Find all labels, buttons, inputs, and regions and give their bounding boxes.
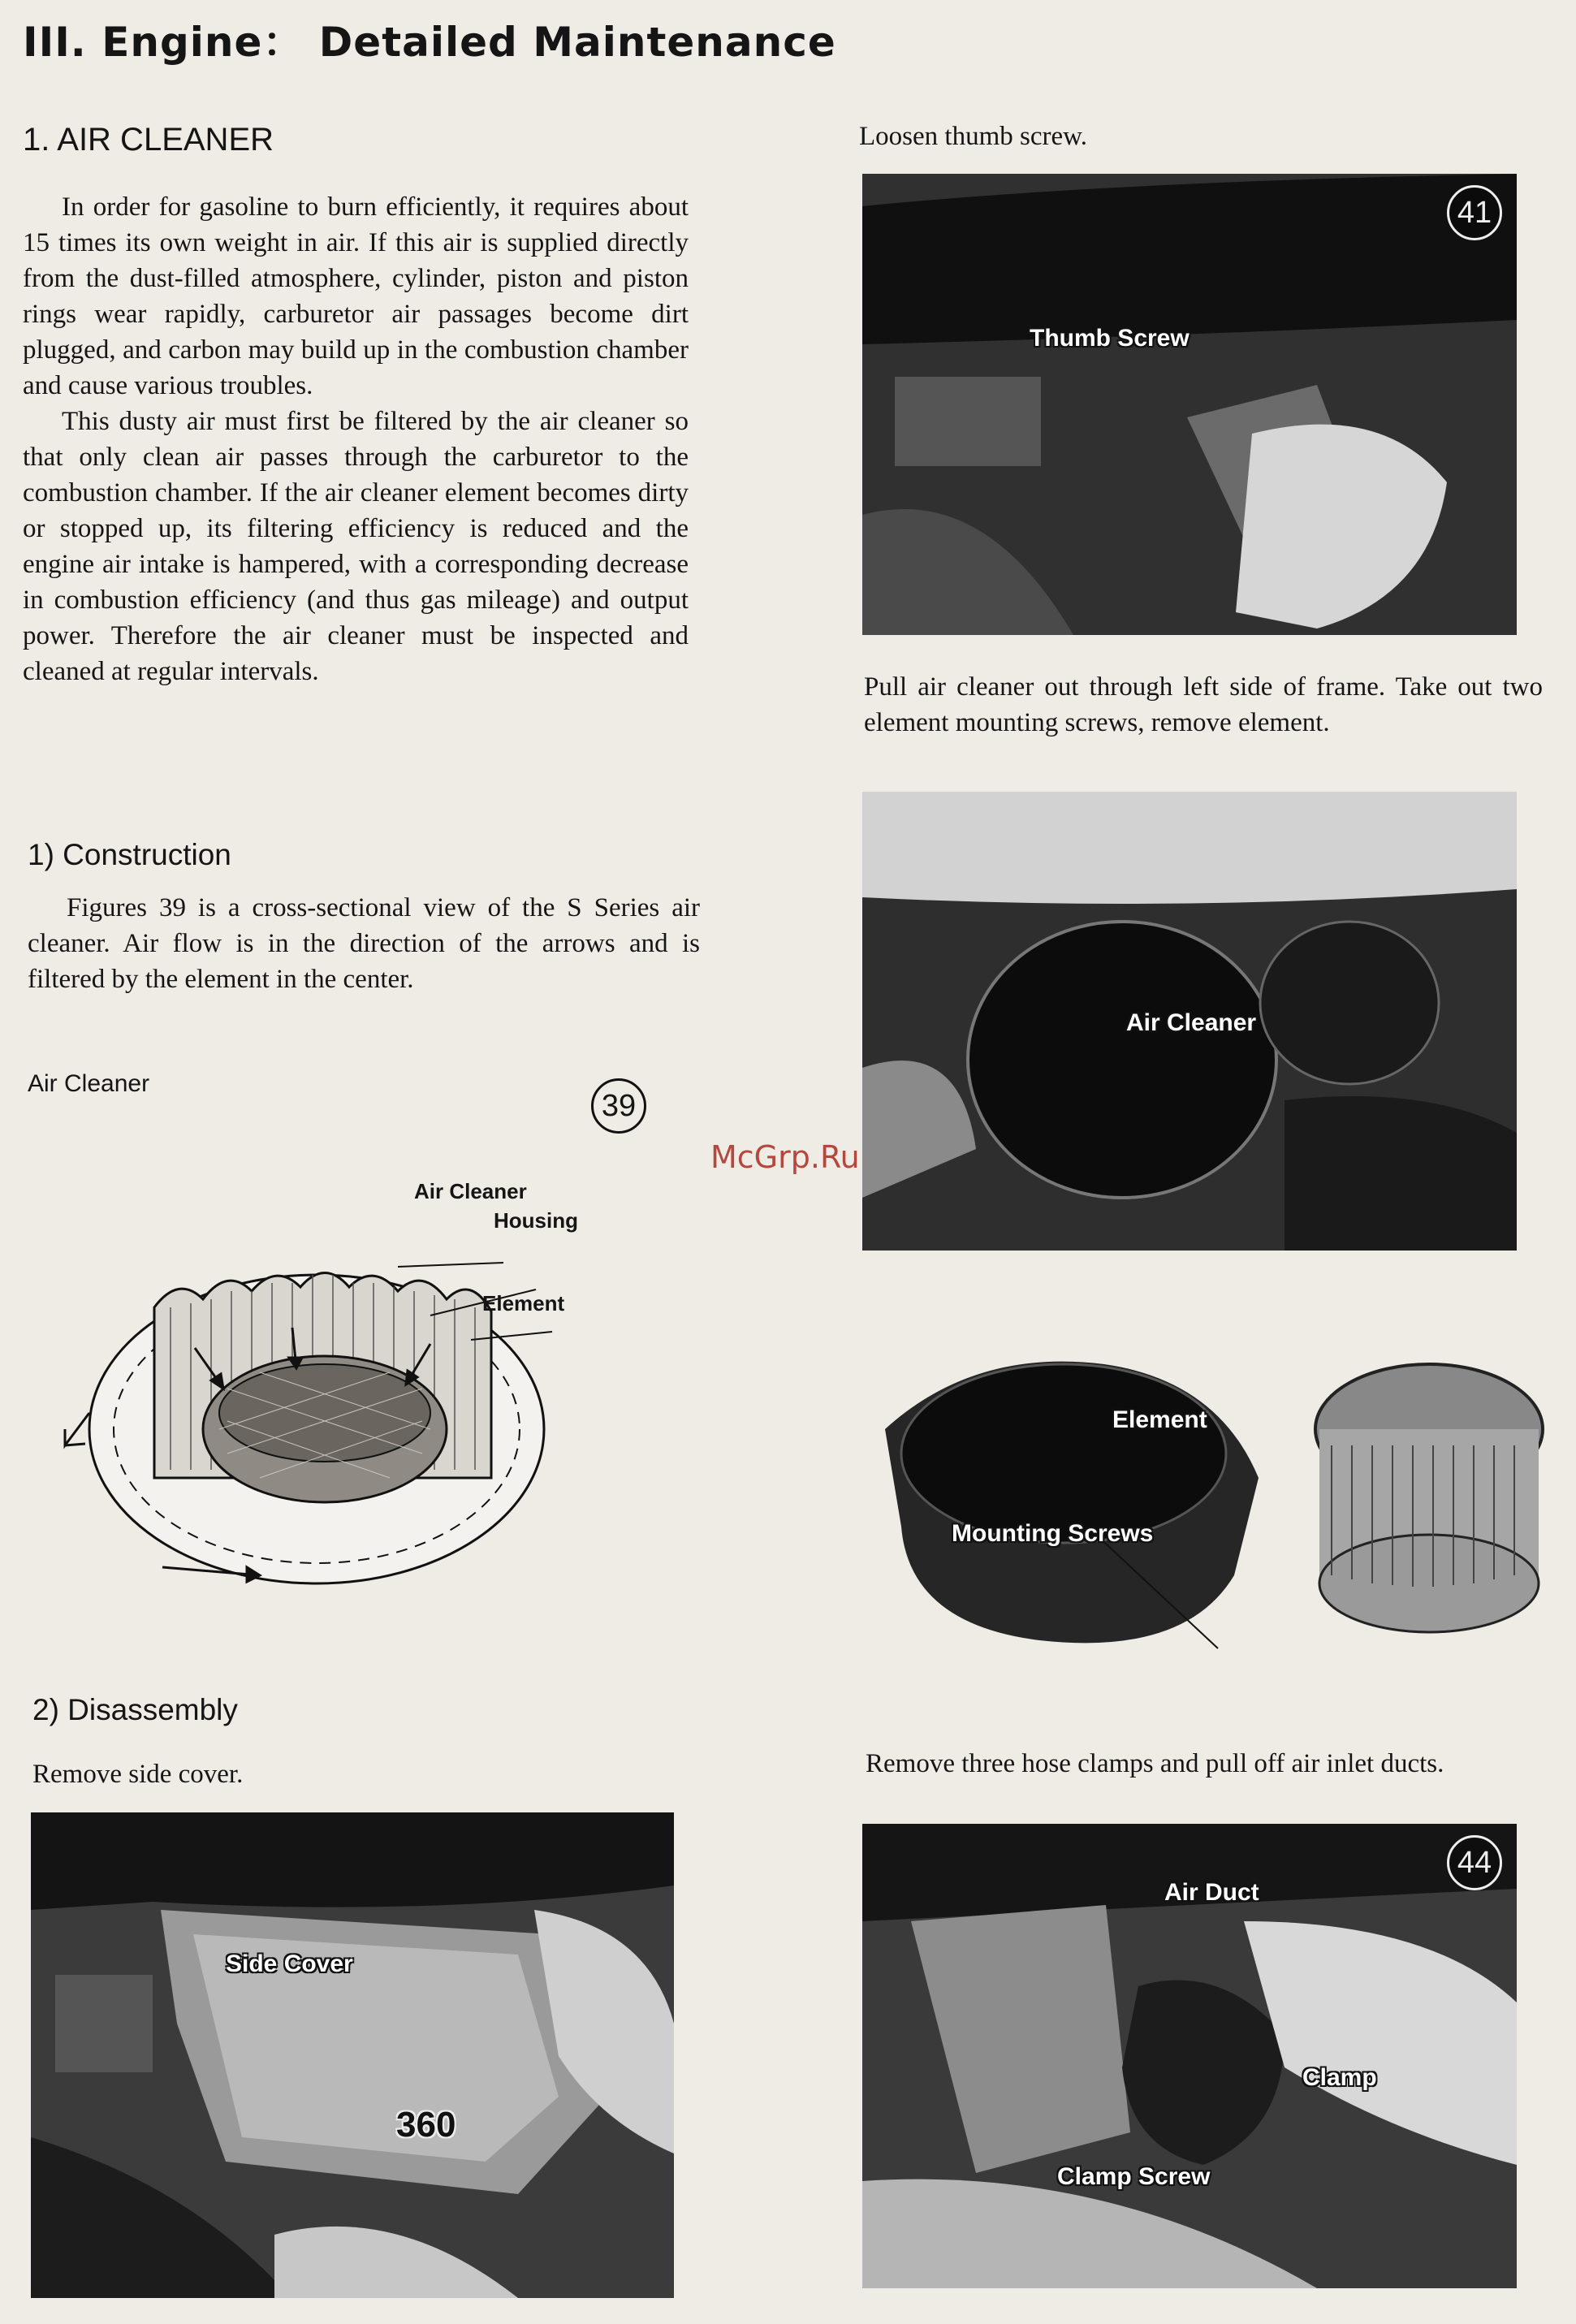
label-element: Element	[482, 1291, 565, 1315]
construction-heading: 1) Construction	[28, 838, 231, 871]
disassembly-heading: 2) Disassembly	[32, 1693, 238, 1726]
photo-air-duct	[862, 1824, 1517, 2288]
photo-element-removed	[877, 1332, 1551, 1657]
photo44-number: 44	[1447, 1835, 1502, 1890]
photo44-caption: Remove three hose clamps and pull off air inlet ducts.	[866, 1749, 1444, 1778]
photo-thumb-screw	[862, 174, 1517, 635]
intro-text	[23, 189, 689, 689]
photo41-number: 41	[1447, 185, 1502, 240]
side-cover-badge: 360	[396, 2105, 456, 2145]
construction-text: Figures 39 is a cross-sectional view of the S Series air cleaner. Air flow is in the direction of the arrows and is filtered by the element in the center.	[28, 893, 700, 994]
label-element-photo: Element	[1112, 1406, 1207, 1433]
photo-air-cleaner	[862, 792, 1517, 1251]
photo41-caption: Loosen thumb screw.	[859, 122, 1088, 151]
air-cleaner-diagram	[49, 1179, 633, 1608]
disassembly-step1: Remove side cover.	[32, 1760, 244, 1789]
air-cleaner-cross-section	[49, 1186, 633, 1608]
label-clamp-screw: Clamp Screw	[1057, 2163, 1211, 2190]
label-side-cover: Side Cover	[226, 1950, 353, 1977]
label-mounting-screws: Mounting Screws	[952, 1520, 1154, 1547]
figure39-number: 39	[591, 1078, 646, 1134]
photo-thumb-screw-image	[862, 174, 1517, 635]
photo-element-removed-image	[877, 1332, 1551, 1657]
photo-side-cover-image	[31, 1812, 674, 2298]
label-thumb-screw: Thumb Screw	[1030, 325, 1190, 352]
intro-paragraph-2: This dusty air must first be filtered by the air cleaner so that only clean air passes through the carburetor to the combustion chamber. If the air cleaner element becomes dirty or stopped up, its filtering efficiency is reduced and the engine air intake is hampered, with a corresponding decrease in combustion efficiency (and thus gas mileage) and output power. Therefore the air cleaner must be inspected and cleaned at regular intervals.	[23, 407, 689, 686]
watermark: McGrp.Ru	[710, 1139, 860, 1175]
label-housing: Housing	[494, 1208, 578, 1233]
intro-paragraph-1: In order for gasoline to burn efficiently, it requires about 15 times its own weight in air. If this air is supplied directly from the dust-filled atmosphere, cylinder, piston and piston rings wear rapidly, carburetor air passages become dirt plugged, and carbon may build up in the combustion chamber and cause various troubles.	[23, 192, 689, 400]
label-air-cleaner-photo: Air Cleaner	[1126, 1009, 1257, 1036]
label-air-cleaner: Air Cleaner	[414, 1179, 527, 1203]
section-heading: 1. AIR CLEANER	[23, 122, 274, 158]
photo-side-cover	[31, 1812, 674, 2298]
page-title: III. Engine： Detailed Maintenance	[23, 19, 836, 66]
label-clamp: Clamp	[1302, 2064, 1377, 2091]
figure39-caption: Air Cleaner	[28, 1070, 150, 1097]
label-air-duct: Air Duct	[1164, 1879, 1259, 1906]
photo42-caption: Pull air cleaner out through left side of frame. Take out two element mounting screws, remove element.	[864, 672, 1543, 737]
